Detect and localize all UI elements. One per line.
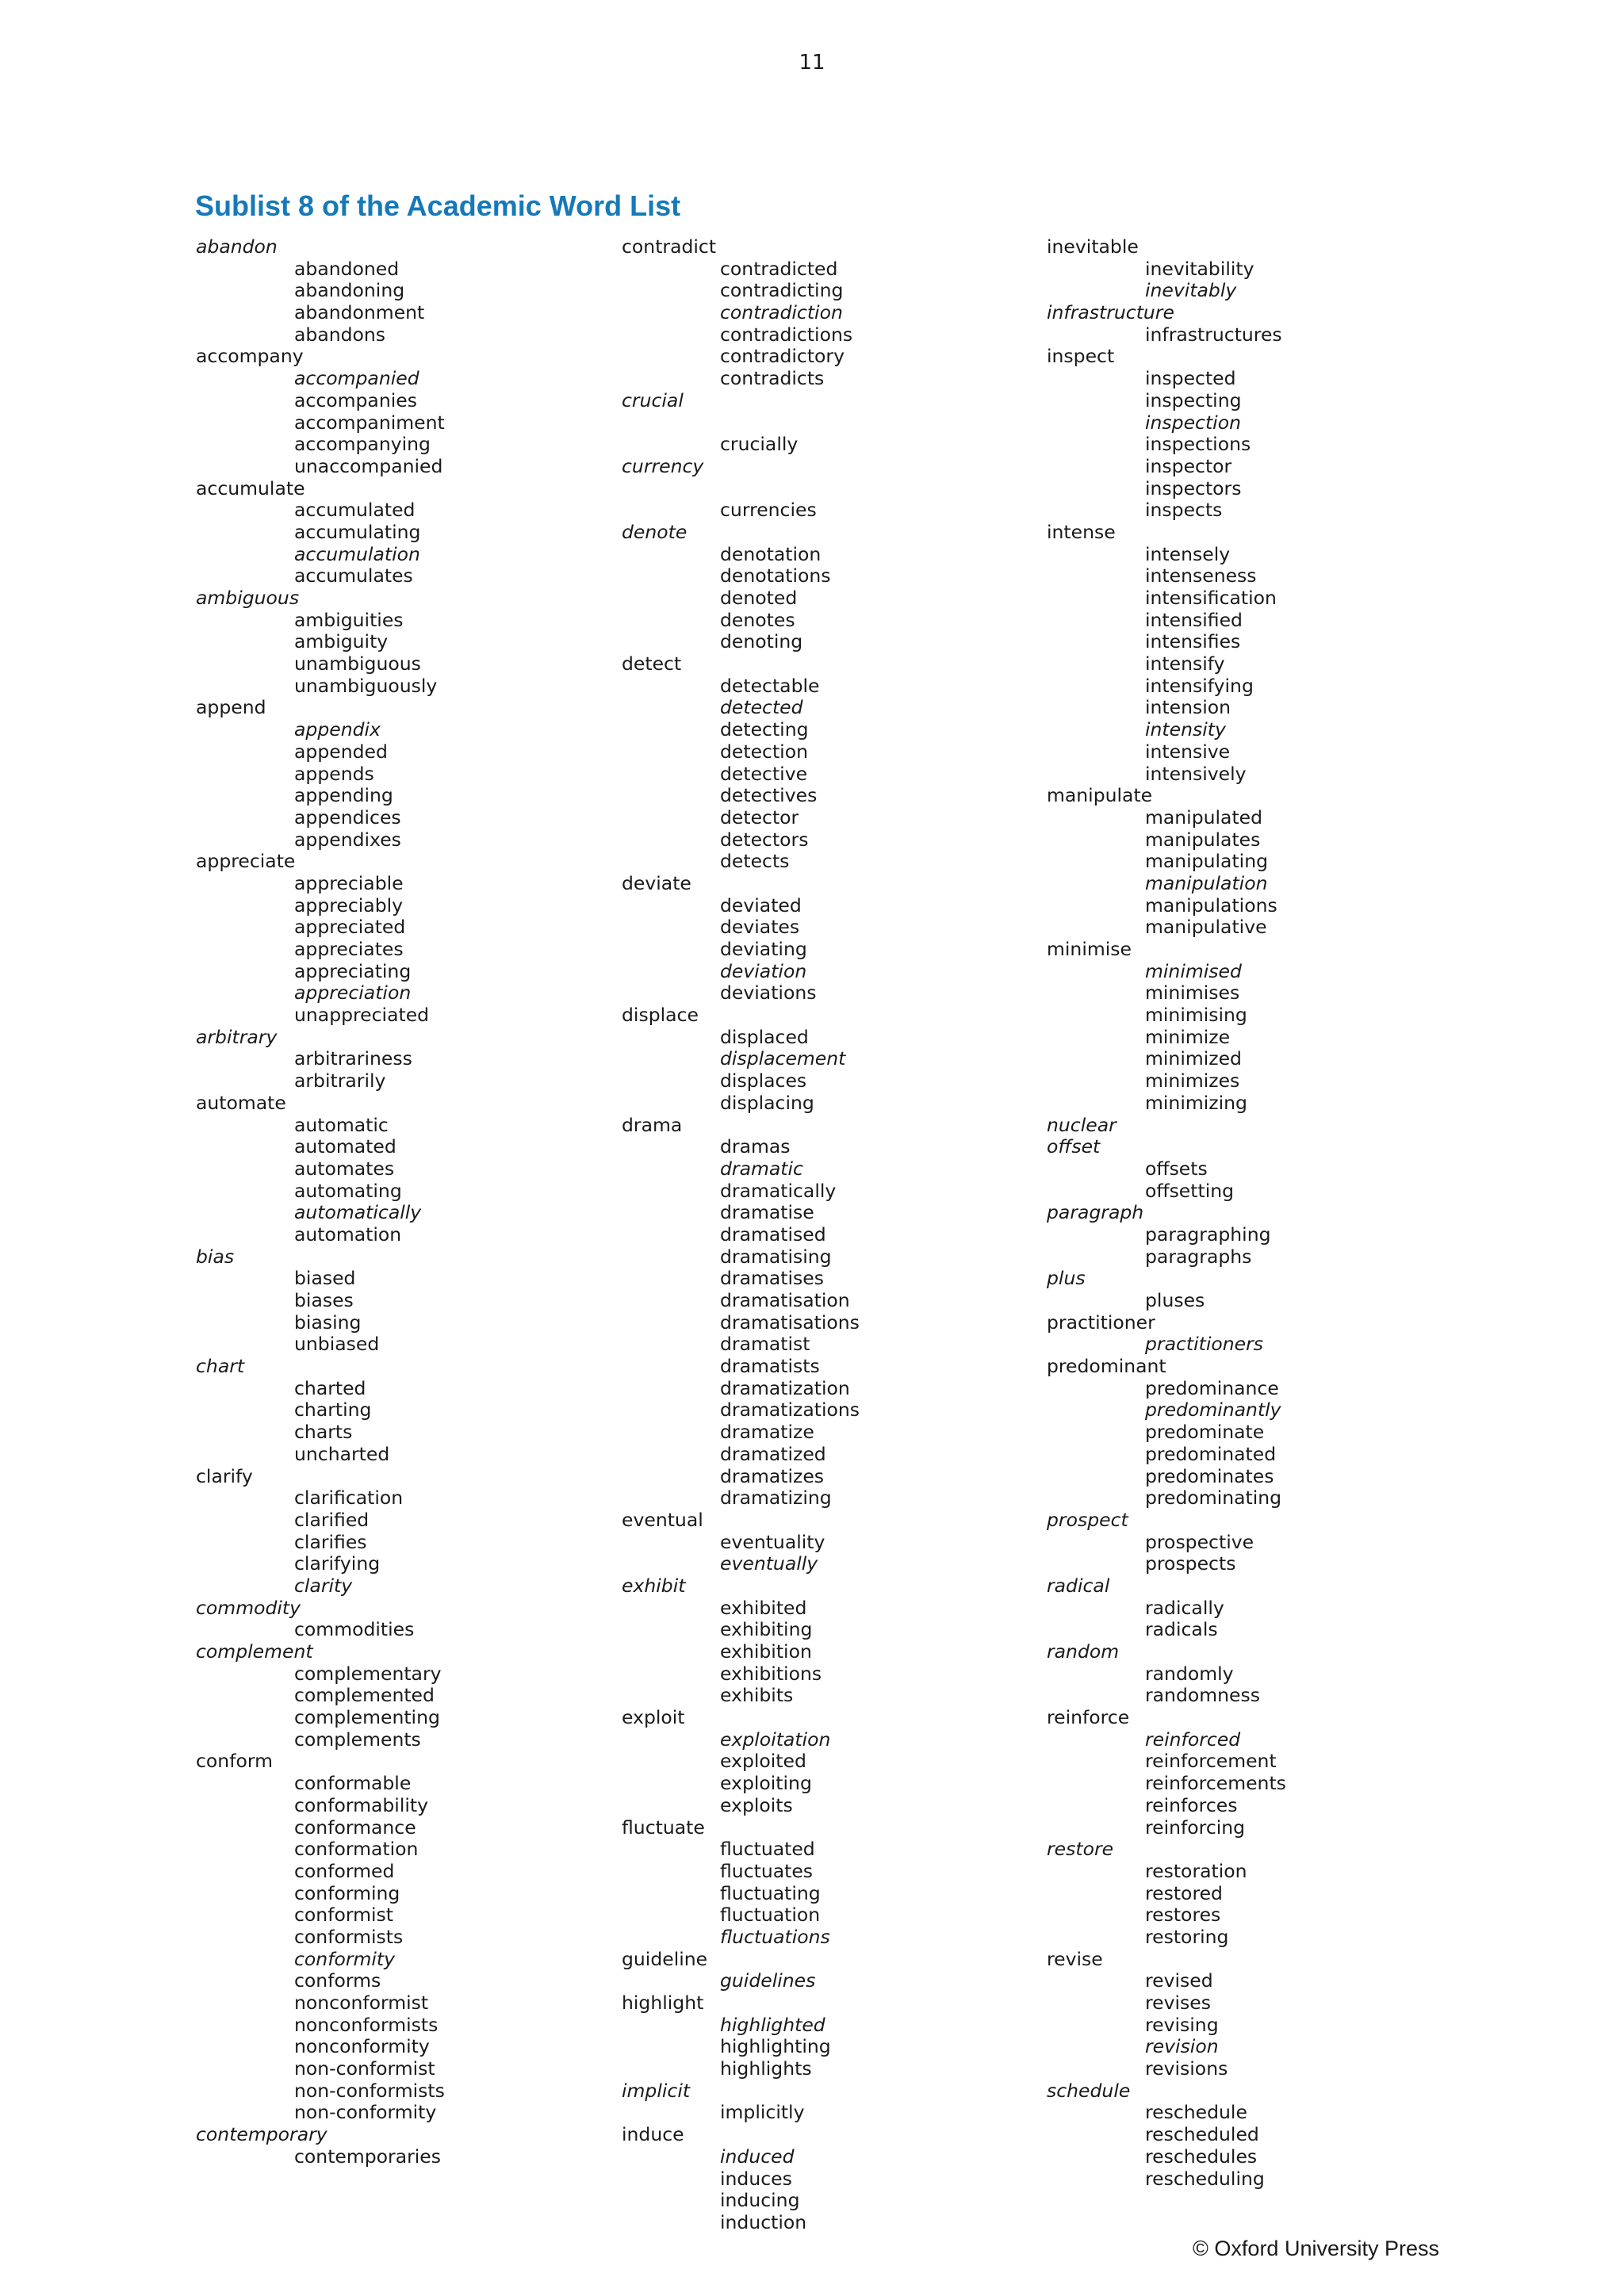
word-column-1 — [196, 236, 608, 2168]
word-family-member: clarified — [294, 1508, 370, 1531]
word-family-member: appreciation — [294, 982, 412, 1004]
word-family-member: eventually — [720, 1552, 818, 1575]
word-family-member: biases — [294, 1289, 354, 1311]
headword: complement — [196, 1640, 313, 1663]
word-family-member: conforming — [294, 1881, 400, 1904]
word-family-member: unambiguously — [294, 674, 438, 697]
word-family-member: automated — [294, 1135, 396, 1158]
word-family-member: abandoning — [294, 279, 405, 302]
word-family-member: abandons — [294, 323, 386, 346]
word-family-member: automates — [294, 1157, 395, 1180]
word-family-member: manipulates — [1145, 828, 1261, 851]
word-family-member: detectors — [720, 828, 809, 851]
word-family-member: fluctuating — [720, 1881, 821, 1904]
headword: offset — [1047, 1135, 1101, 1158]
word-family-member: dramatically — [720, 1179, 837, 1202]
headword: manipulate — [1047, 784, 1153, 807]
word-family-member: displacement — [720, 1047, 846, 1070]
word-family-member: appreciated — [294, 916, 406, 939]
word-family-member — [622, 478, 1034, 500]
word-family-member: automatically — [294, 1201, 422, 1224]
word-family-member: commodities — [294, 1618, 415, 1641]
word-family-member: restoration — [1145, 1859, 1247, 1882]
word-family-member: appreciates — [294, 938, 404, 960]
word-family-member: non-conformist — [294, 2057, 435, 2080]
word-family-member: biased — [294, 1267, 356, 1290]
word-family-member: fluctuations — [720, 1925, 830, 1948]
word-family-member: revision — [1145, 2035, 1219, 2058]
word-family-member: implicitly — [720, 2101, 805, 2124]
headword: crucial — [622, 388, 684, 411]
word-family-member: dramatizes — [720, 1464, 825, 1487]
word-family-member: detectives — [720, 784, 818, 807]
word-family-member: dramas — [720, 1135, 791, 1158]
word-family-member: uncharted — [294, 1442, 390, 1465]
headword: clarify — [196, 1464, 253, 1487]
word-family-member: unbiased — [294, 1333, 380, 1356]
word-family-member: manipulation — [1145, 871, 1268, 894]
word-family-member: revised — [1145, 1969, 1213, 1992]
word-family-member: automatic — [294, 1113, 389, 1136]
word-family-member: accompanied — [294, 367, 419, 390]
word-family-member: dramatisations — [720, 1311, 860, 1334]
headword: abandon — [196, 235, 278, 258]
word-family-member: dramatist — [720, 1333, 810, 1356]
word-family-member: appreciably — [294, 894, 404, 916]
word-family-member: inspecting — [1145, 388, 1242, 411]
word-family-member: predominating — [1145, 1487, 1282, 1510]
word-family-member: dramatization — [720, 1376, 850, 1399]
word-family-member: manipulating — [1145, 850, 1269, 873]
word-family-member: highlighted — [720, 2013, 825, 2036]
word-family-member: inspection — [1145, 411, 1241, 434]
headword: contemporary — [196, 2123, 327, 2146]
word-family-member: appending — [294, 784, 393, 807]
headword: accumulate — [196, 476, 305, 499]
word-family-member: intensity — [1145, 718, 1226, 741]
headword: reinforce — [1047, 1706, 1130, 1729]
word-family-member: restored — [1145, 1881, 1223, 1904]
word-family-member: inspections — [1145, 433, 1251, 456]
word-family-member: detective — [720, 762, 808, 785]
word-family-member: contemporaries — [294, 2145, 442, 2168]
word-family-member: predominance — [1145, 1376, 1279, 1399]
headword: chart — [196, 1355, 245, 1378]
word-family-member: inevitability — [1145, 257, 1254, 280]
word-family-member: exhibition — [720, 1640, 812, 1663]
word-family-member: intensify — [1145, 652, 1225, 675]
word-family-member: fluctuation — [720, 1904, 821, 1927]
word-family-member: offsets — [1145, 1157, 1208, 1180]
word-family-member: radicals — [1145, 1618, 1218, 1641]
headword: contradict — [622, 235, 717, 258]
word-family-member: inspectors — [1145, 476, 1242, 499]
headword: bias — [196, 1245, 235, 1268]
word-family-member: denotation — [720, 542, 822, 565]
word-family-member: reinforces — [1145, 1793, 1238, 1816]
word-family-member: non-conformity — [294, 2101, 437, 2124]
word-family-member: currencies — [720, 499, 817, 522]
word-family-member: conformists — [294, 1925, 404, 1948]
word-family-member: abandonment — [294, 301, 425, 324]
word-family-member: dramatize — [720, 1421, 814, 1444]
word-family-member: revises — [1145, 1992, 1211, 2014]
word-family-member: ambiguities — [294, 608, 404, 631]
headword: commodity — [196, 1596, 301, 1619]
word-family-member: manipulations — [1145, 894, 1277, 916]
word-family-member: conformed — [294, 1859, 395, 1882]
word-family-member: offsetting — [1145, 1179, 1235, 1202]
headword: radical — [1047, 1574, 1110, 1597]
word-family-member: displacing — [720, 1091, 814, 1114]
word-family-member — [622, 412, 1034, 434]
word-family-member: inspected — [1145, 367, 1236, 390]
word-family-member: dramatise — [720, 1201, 814, 1224]
word-family-member: exhibits — [720, 1684, 794, 1707]
word-family-member: revising — [1145, 2013, 1219, 2036]
word-family-member: accumulated — [294, 499, 416, 522]
headword: schedule — [1047, 2079, 1131, 2102]
word-family-member: denoted — [720, 587, 798, 609]
word-family-member: intensifying — [1145, 674, 1254, 697]
word-family-member: accompanies — [294, 388, 417, 411]
word-family-member: reschedules — [1145, 2145, 1258, 2168]
word-family-member: clarity — [294, 1574, 353, 1597]
word-family-member: dramatised — [720, 1223, 826, 1246]
word-family-member: minimizing — [1145, 1091, 1247, 1114]
word-family-member: conformity — [294, 1947, 396, 1970]
word-family-member: dramatizations — [720, 1399, 860, 1422]
word-family-member: accumulation — [294, 542, 420, 565]
word-family-member: arbitrarily — [294, 1070, 386, 1093]
word-family-member: intension — [1145, 696, 1231, 719]
word-family-member: exploitation — [720, 1728, 831, 1751]
word-family-member: accompanying — [294, 433, 431, 456]
word-family-member: accumulates — [294, 564, 413, 587]
headword: eventual — [622, 1508, 703, 1531]
word-family-member: infrastructures — [1145, 323, 1282, 346]
word-family-member: prospective — [1145, 1530, 1254, 1553]
word-family-member: appended — [294, 740, 388, 763]
word-family-member: intenseness — [1145, 564, 1257, 587]
word-family-member: minimize — [1145, 1025, 1231, 1048]
word-family-member: unappreciated — [294, 1004, 430, 1027]
headword: detect — [622, 652, 682, 675]
word-family-member: clarification — [294, 1487, 404, 1510]
word-family-member: predominate — [1145, 1421, 1265, 1444]
word-family-member: charted — [294, 1376, 366, 1399]
word-family-member: contradicting — [720, 279, 844, 302]
word-family-member: exploited — [720, 1750, 806, 1773]
headword: guideline — [622, 1947, 708, 1970]
word-family-member: fluctuates — [720, 1859, 814, 1882]
word-family-member: exploiting — [720, 1772, 812, 1795]
headword: arbitrary — [196, 1025, 278, 1048]
word-family-member: accompaniment — [294, 411, 445, 434]
word-family-member: rescheduled — [1145, 2123, 1259, 2146]
word-family-member: reschedule — [1145, 2101, 1247, 2124]
headword: inevitable — [1047, 235, 1139, 258]
word-family-member: nonconformists — [294, 2013, 439, 2036]
word-family-member: clarifies — [294, 1530, 367, 1553]
word-family-member: contradicted — [720, 257, 838, 280]
word-family-member: reinforcing — [1145, 1816, 1246, 1839]
word-family-member: paragraphing — [1145, 1223, 1271, 1246]
word-family-member: exhibiting — [720, 1618, 813, 1641]
word-family-member: appreciating — [294, 959, 412, 982]
word-family-member: practitioners — [1145, 1333, 1264, 1356]
word-family-member: conformation — [294, 1838, 419, 1861]
word-family-member: intensifies — [1145, 630, 1241, 653]
word-family-member: accumulating — [294, 520, 421, 543]
word-family-member: highlights — [720, 2057, 812, 2080]
word-family-member: displaces — [720, 1070, 807, 1093]
word-family-member: detector — [720, 806, 799, 828]
word-family-member: radically — [1145, 1596, 1224, 1619]
word-family-member: manipulated — [1145, 806, 1263, 828]
headword: highlight — [622, 1992, 704, 2014]
word-family-member: automating — [294, 1179, 402, 1202]
word-family-member: biasing — [294, 1311, 362, 1334]
word-family-member: manipulative — [1145, 916, 1267, 939]
word-family-member: restores — [1145, 1904, 1221, 1927]
word-family-member: reinforcement — [1145, 1750, 1277, 1773]
word-family-member: contradictions — [720, 323, 853, 346]
word-family-member: denotes — [720, 608, 795, 631]
page-title: Sublist 8 of the Academic Word List — [195, 189, 681, 222]
word-family-member: minimized — [1145, 1047, 1242, 1070]
headword: prospect — [1047, 1508, 1128, 1531]
word-family-member: dramatisation — [720, 1289, 850, 1311]
headword: fluctuate — [622, 1816, 705, 1839]
word-column-2 — [622, 236, 1034, 2234]
page-number: 11 — [799, 51, 825, 75]
headword: conform — [196, 1750, 273, 1773]
word-family-member: rescheduling — [1145, 2167, 1265, 2190]
word-family-member: inspects — [1145, 499, 1223, 522]
headword: predominant — [1047, 1355, 1166, 1378]
word-family-member: intensification — [1145, 587, 1277, 609]
word-family-member: revisions — [1145, 2057, 1228, 2080]
word-family-member: paragraphs — [1145, 1245, 1252, 1268]
headword: inspect — [1047, 345, 1115, 368]
word-family-member: conforms — [294, 1969, 381, 1992]
word-family-member: inspector — [1145, 454, 1232, 477]
headword: ambiguous — [196, 587, 300, 609]
headword: exploit — [622, 1706, 685, 1729]
word-family-member: displaced — [720, 1025, 809, 1048]
headword: denote — [622, 520, 688, 543]
word-family-member: abandoned — [294, 257, 400, 280]
word-family-member: predominates — [1145, 1464, 1274, 1487]
headword: restore — [1047, 1838, 1114, 1861]
word-family-member: arbitrariness — [294, 1047, 412, 1070]
word-family-member: conformance — [294, 1816, 416, 1839]
headword: induce — [622, 2123, 684, 2146]
word-family-member: contradiction — [720, 301, 843, 324]
word-family-member: complementary — [294, 1662, 442, 1685]
word-family-member: predominated — [1145, 1442, 1277, 1465]
word-family-member: guidelines — [720, 1969, 816, 1992]
word-family-member: prospects — [1145, 1552, 1236, 1575]
word-family-member: intensively — [1145, 762, 1247, 785]
word-family-member: minimised — [1145, 959, 1242, 982]
word-family-member: detection — [720, 740, 808, 763]
word-family-member: deviation — [720, 959, 807, 982]
word-family-member: randomness — [1145, 1684, 1260, 1707]
word-family-member: appends — [294, 762, 374, 785]
headword: implicit — [622, 2079, 691, 2102]
headword: paragraph — [1047, 1201, 1144, 1224]
word-family-member: predominantly — [1145, 1399, 1281, 1422]
word-family-member: ambiguity — [294, 630, 389, 653]
word-family-member: inevitably — [1145, 279, 1237, 302]
headword: practitioner — [1047, 1311, 1155, 1334]
word-column-3 — [1047, 236, 1459, 2190]
word-family-member: unaccompanied — [294, 454, 443, 477]
word-family-member: intensely — [1145, 542, 1231, 565]
word-family-member: appendices — [294, 806, 401, 828]
word-family-member: clarifying — [294, 1552, 381, 1575]
word-family-member: appendix — [294, 718, 381, 741]
word-family-member: crucially — [720, 433, 799, 456]
word-family-member: detectable — [720, 674, 820, 697]
word-family-member: exploits — [720, 1793, 793, 1816]
word-family-member: non-conformists — [294, 2079, 445, 2102]
word-family-member: restoring — [1145, 1925, 1229, 1948]
word-family-member: detecting — [720, 718, 809, 741]
headword: exhibit — [622, 1574, 686, 1597]
word-family-member: exhibited — [720, 1596, 807, 1619]
word-family-member: induction — [720, 2210, 807, 2233]
word-family-member: dramatizing — [720, 1487, 832, 1510]
word-family-member: fluctuated — [720, 1838, 815, 1861]
headword: drama — [622, 1113, 683, 1136]
word-family-member: nonconformist — [294, 1992, 429, 2014]
word-family-member: appendixes — [294, 828, 401, 851]
headword: deviate — [622, 871, 691, 894]
word-family-member: conformist — [294, 1904, 393, 1927]
word-family-member: automation — [294, 1223, 402, 1246]
headword: displace — [622, 1004, 699, 1027]
word-family-member: deviates — [720, 916, 800, 939]
word-family-member: minimises — [1145, 982, 1240, 1004]
headword: intense — [1047, 520, 1116, 543]
word-family-member: detects — [720, 850, 790, 873]
word-family-member: randomly — [1145, 1662, 1234, 1685]
word-family-member: reinforced — [1145, 1728, 1241, 1751]
headword: automate — [196, 1091, 286, 1114]
headword: minimise — [1047, 938, 1132, 960]
copyright-notice: © Oxford University Press — [1193, 2237, 1439, 2260]
word-family-member: complements — [294, 1728, 421, 1751]
word-family-member: exhibitions — [720, 1662, 822, 1685]
word-family-member: conformability — [294, 1793, 429, 1816]
word-family-member: dramatises — [720, 1267, 824, 1290]
word-family-member: complemented — [294, 1684, 435, 1707]
word-family-member: intensive — [1145, 740, 1231, 763]
word-family-member: charting — [294, 1399, 372, 1422]
headword: random — [1047, 1640, 1120, 1663]
word-family-member: contradictory — [720, 345, 845, 368]
word-family-member: deviations — [720, 982, 817, 1004]
headword: append — [196, 696, 266, 719]
word-family-member: denotations — [720, 564, 831, 587]
word-family-member: dramatic — [720, 1157, 803, 1180]
headword: infrastructure — [1047, 301, 1174, 324]
word-family-member: minimising — [1145, 1004, 1247, 1027]
word-family-member: reinforcements — [1145, 1772, 1286, 1795]
word-family-member: highlighting — [720, 2035, 831, 2058]
word-family-member: eventuality — [720, 1530, 825, 1553]
word-family-member: detected — [720, 696, 803, 719]
word-family-member: appreciable — [294, 871, 404, 894]
word-family-member: inducing — [720, 2189, 800, 2212]
headword: revise — [1047, 1947, 1103, 1970]
word-family-member: nonconformity — [294, 2035, 430, 2058]
word-family-member: intensified — [1145, 608, 1243, 631]
headword: appreciate — [196, 850, 296, 873]
word-family-member: contradicts — [720, 367, 825, 390]
word-family-member: dramatists — [720, 1355, 820, 1378]
word-family-member: minimizes — [1145, 1070, 1240, 1093]
word-family-member: pluses — [1145, 1289, 1205, 1311]
headword: plus — [1047, 1267, 1086, 1290]
headword: currency — [622, 454, 704, 477]
word-family-member: conformable — [294, 1772, 412, 1795]
word-family-member: deviated — [720, 894, 802, 916]
word-family-member: denoting — [720, 630, 803, 653]
word-family-member: charts — [294, 1421, 353, 1444]
word-family-member: dramatising — [720, 1245, 832, 1268]
word-family-member: dramatized — [720, 1442, 826, 1465]
headword: nuclear — [1047, 1113, 1116, 1136]
word-family-member: deviating — [720, 938, 807, 960]
word-family-member: unambiguous — [294, 652, 421, 675]
word-family-member: induced — [720, 2145, 795, 2168]
word-family-member: induces — [720, 2167, 792, 2190]
headword: accompany — [196, 345, 304, 368]
word-family-member: complementing — [294, 1706, 440, 1729]
